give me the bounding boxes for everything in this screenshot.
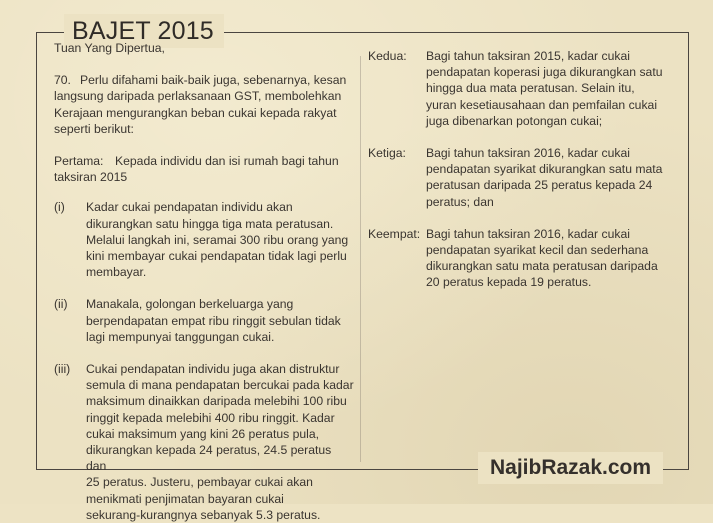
list-item <box>368 226 678 291</box>
pertama-line: Kepada individu dan isi rumah bagi tahun <box>115 154 339 169</box>
list-item <box>54 296 354 345</box>
item-line: pendapatan koperasi juga dikurangkan satu <box>426 65 663 80</box>
item-line: dikurangkan kepada 24 peratus, 24.5 peratus dan <box>86 443 332 474</box>
item-line: Cukai pendapatan individu juga akan distruktur <box>86 362 340 377</box>
item-line: Kadar cukai pendapatan individu akan <box>86 200 293 215</box>
column-divider <box>360 56 361 462</box>
item-line: 20 peratus kepada 19 peratus. <box>426 275 592 290</box>
item-line: Melalui langkah ini, seramai 300 ribu orang yang <box>86 232 349 247</box>
item-line: membayar. <box>86 265 147 280</box>
item-line: pendapatan syarikat dikurangkan satu mata <box>426 162 663 177</box>
item-line: Manakala, golongan berkeluarga yang <box>86 297 294 312</box>
item-line: dikurangkan satu hingga tiga mata peratusan. <box>86 216 334 231</box>
item-line: sekurang-kurangnya sebanyak 5.3 peratus. <box>86 507 321 522</box>
item-line: lagi mempunyai tanggungan cukai. <box>86 329 275 344</box>
list-item <box>368 48 678 129</box>
item-label: Kedua: <box>368 49 407 63</box>
item-label: Keempat: <box>368 226 421 241</box>
item-label: (ii) <box>54 297 68 312</box>
item-line: maksimum dinaikkan daripada melebihi 100 ribu <box>86 394 347 409</box>
pertama-heading <box>54 153 354 185</box>
item-line: menikmati penjimatan bayaran cukai <box>86 491 284 506</box>
item-line: peratusan daripada 25 peratus kepada 24 <box>426 178 653 193</box>
list-item <box>54 361 354 523</box>
intro-line: Kerajaan mengurangkan beban cukai kepada rakyat <box>54 105 337 120</box>
item-line: peratus; dan <box>426 194 494 209</box>
paragraph-number: 70. <box>54 73 71 88</box>
item-line: yuran kesetiausahaan dan pemfailan cukai <box>426 97 658 112</box>
intro-line: Perlu difahami baik-baik juga, sebenarnya, kesan <box>80 73 347 88</box>
pertama-line: taksiran 2015 <box>54 170 128 185</box>
item-line: Bagi tahun taksiran 2015, kadar cukai <box>426 49 630 63</box>
intro-line: seperti berikut: <box>54 121 134 136</box>
list-item <box>368 145 678 210</box>
item-label: (iii) <box>54 362 71 377</box>
item-line: hingga dua mata peratusan. Selain itu, <box>426 81 635 96</box>
item-line: ringgit kepada melebihi 400 ribu ringgit. Kadar <box>86 410 335 425</box>
item-line: semula di mana pendapatan bercukai pada kadar <box>86 378 354 393</box>
salutation: Tuan Yang Dipertua, <box>54 41 165 55</box>
pertama-label: Pertama: <box>54 154 104 169</box>
item-line: dikurangkan satu mata peratusan daripada <box>426 259 658 274</box>
left-column <box>54 40 354 523</box>
item-line: berpendapatan empat ribu ringgit sebulan tidak <box>86 313 341 328</box>
item-line: 25 peratus. Justeru, pembayar cukai akan <box>86 475 313 490</box>
page-title: BAJET 2015 <box>72 17 214 45</box>
item-line: kini membayar cukai pendapatan tidak lagi perlu <box>86 249 347 264</box>
item-label: Ketiga: <box>368 146 406 161</box>
item-line: cukai maksimum yang kini 26 peratus pula, <box>86 426 320 441</box>
item-label: (i) <box>54 200 65 215</box>
item-line: juga dibenarkan potongan cukai; <box>426 113 603 128</box>
item-line: pendapatan syarikat kecil dan sederhana <box>426 243 649 258</box>
item-line: Bagi tahun taksiran 2016, kadar cukai <box>426 226 630 241</box>
site-watermark: NajibRazak.com <box>490 456 652 479</box>
intro-line: langsung daripada perlaksanaan GST, membolehkan <box>54 89 342 104</box>
intro-paragraph <box>54 72 354 137</box>
right-column <box>368 40 678 291</box>
list-item <box>54 199 354 280</box>
item-line: Bagi tahun taksiran 2016, kadar cukai <box>426 146 630 161</box>
footer-box <box>478 452 663 484</box>
